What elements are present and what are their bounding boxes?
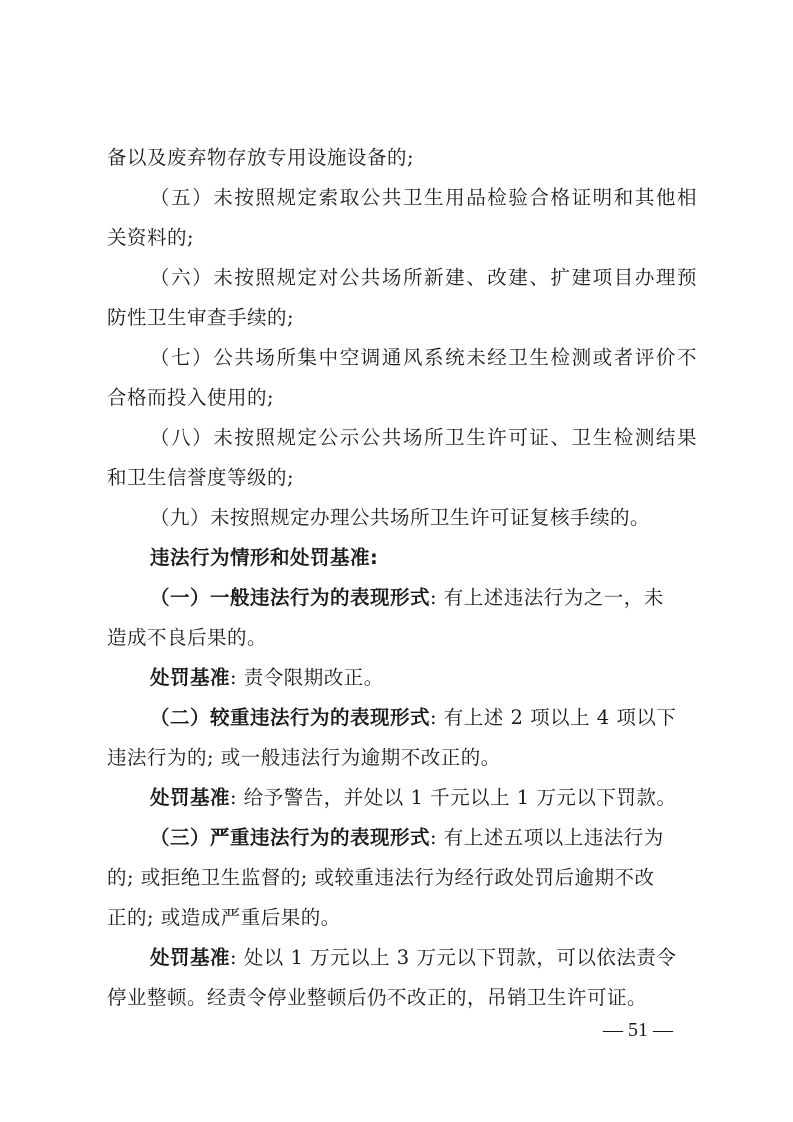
page-number: — 51 — [603,1019,673,1041]
text-line-item-7: （七）公共场所集中空调通风系统未经卫生检测或者评价不 [150,346,697,369]
serious-penalty-line [150,786,697,810]
general-violation-line-2: 造成不良后果的。 [107,626,268,649]
general-violation-text: : 有上述违法行为之一，未 [430,586,664,609]
text-line-1: 备以及废弃物存放专用设施设备的; [107,146,415,169]
severe-penalty-text: : 处以 1 万元以上 3 万元以下罚款，可以依法责令 [230,946,677,969]
severe-violation-text: : 有上述五项以上违法行为 [430,826,664,849]
text-line-item-7-cont: 合格而投入使用的; [107,386,275,409]
serious-penalty-text: : 给予警告，并处以 1 千元以上 1 万元以下罚款。 [230,786,677,809]
text-line-item-8: （八）未按照规定公示公共场所卫生许可证、卫生检测结果 [150,426,697,449]
general-penalty-label: 处罚基准 [150,666,231,689]
general-violation-line-1 [150,586,697,610]
section-heading: 违法行为情形和处罚基准: [150,546,379,569]
severe-violation-label: （三）严重违法行为的表现形式 [150,826,431,849]
severe-penalty-label: 处罚基准 [150,946,231,969]
general-penalty-line [150,666,697,690]
serious-violation-label: （二）较重违法行为的表现形式 [150,706,431,729]
text-line-item-9: （九）未按照规定办理公共场所卫生许可证复核手续的。 [150,506,651,529]
text-line-item-8-cont: 和卫生信誉度等级的; [107,466,295,489]
severe-penalty-line-1 [150,946,697,970]
severe-violation-line-1 [150,826,697,850]
general-penalty-text: : 责令限期改正。 [230,666,384,689]
serious-violation-text: : 有上述 2 项以上 4 项以下 [430,706,677,729]
severe-violation-line-3: 正的; 或造成严重后果的。 [107,906,341,929]
general-violation-label: （一）一般违法行为的表现形式 [150,586,431,609]
text-line-item-5-cont: 关资料的; [107,226,195,249]
severe-violation-line-2: 的; 或拒绝卫生监督的; 或较重违法行为经行政处罚后逾期不改 [107,866,655,889]
text-line-item-5: （五）未按照规定索取公共卫生用品检验合格证明和其他相 [150,186,697,209]
text-line-item-6-cont: 防性卫生审查手续的; [107,306,295,329]
serious-violation-line-2: 违法行为的; 或一般违法行为逾期不改正的。 [107,746,501,769]
text-line-item-6: （六）未按照规定对公共场所新建、改建、扩建项目办理预 [150,266,697,289]
serious-penalty-label: 处罚基准 [150,786,231,809]
serious-violation-line-1 [150,706,697,730]
severe-penalty-line-2: 停业整顿。经责令停业整顿后仍不改正的，吊销卫生许可证。 [107,986,648,1009]
